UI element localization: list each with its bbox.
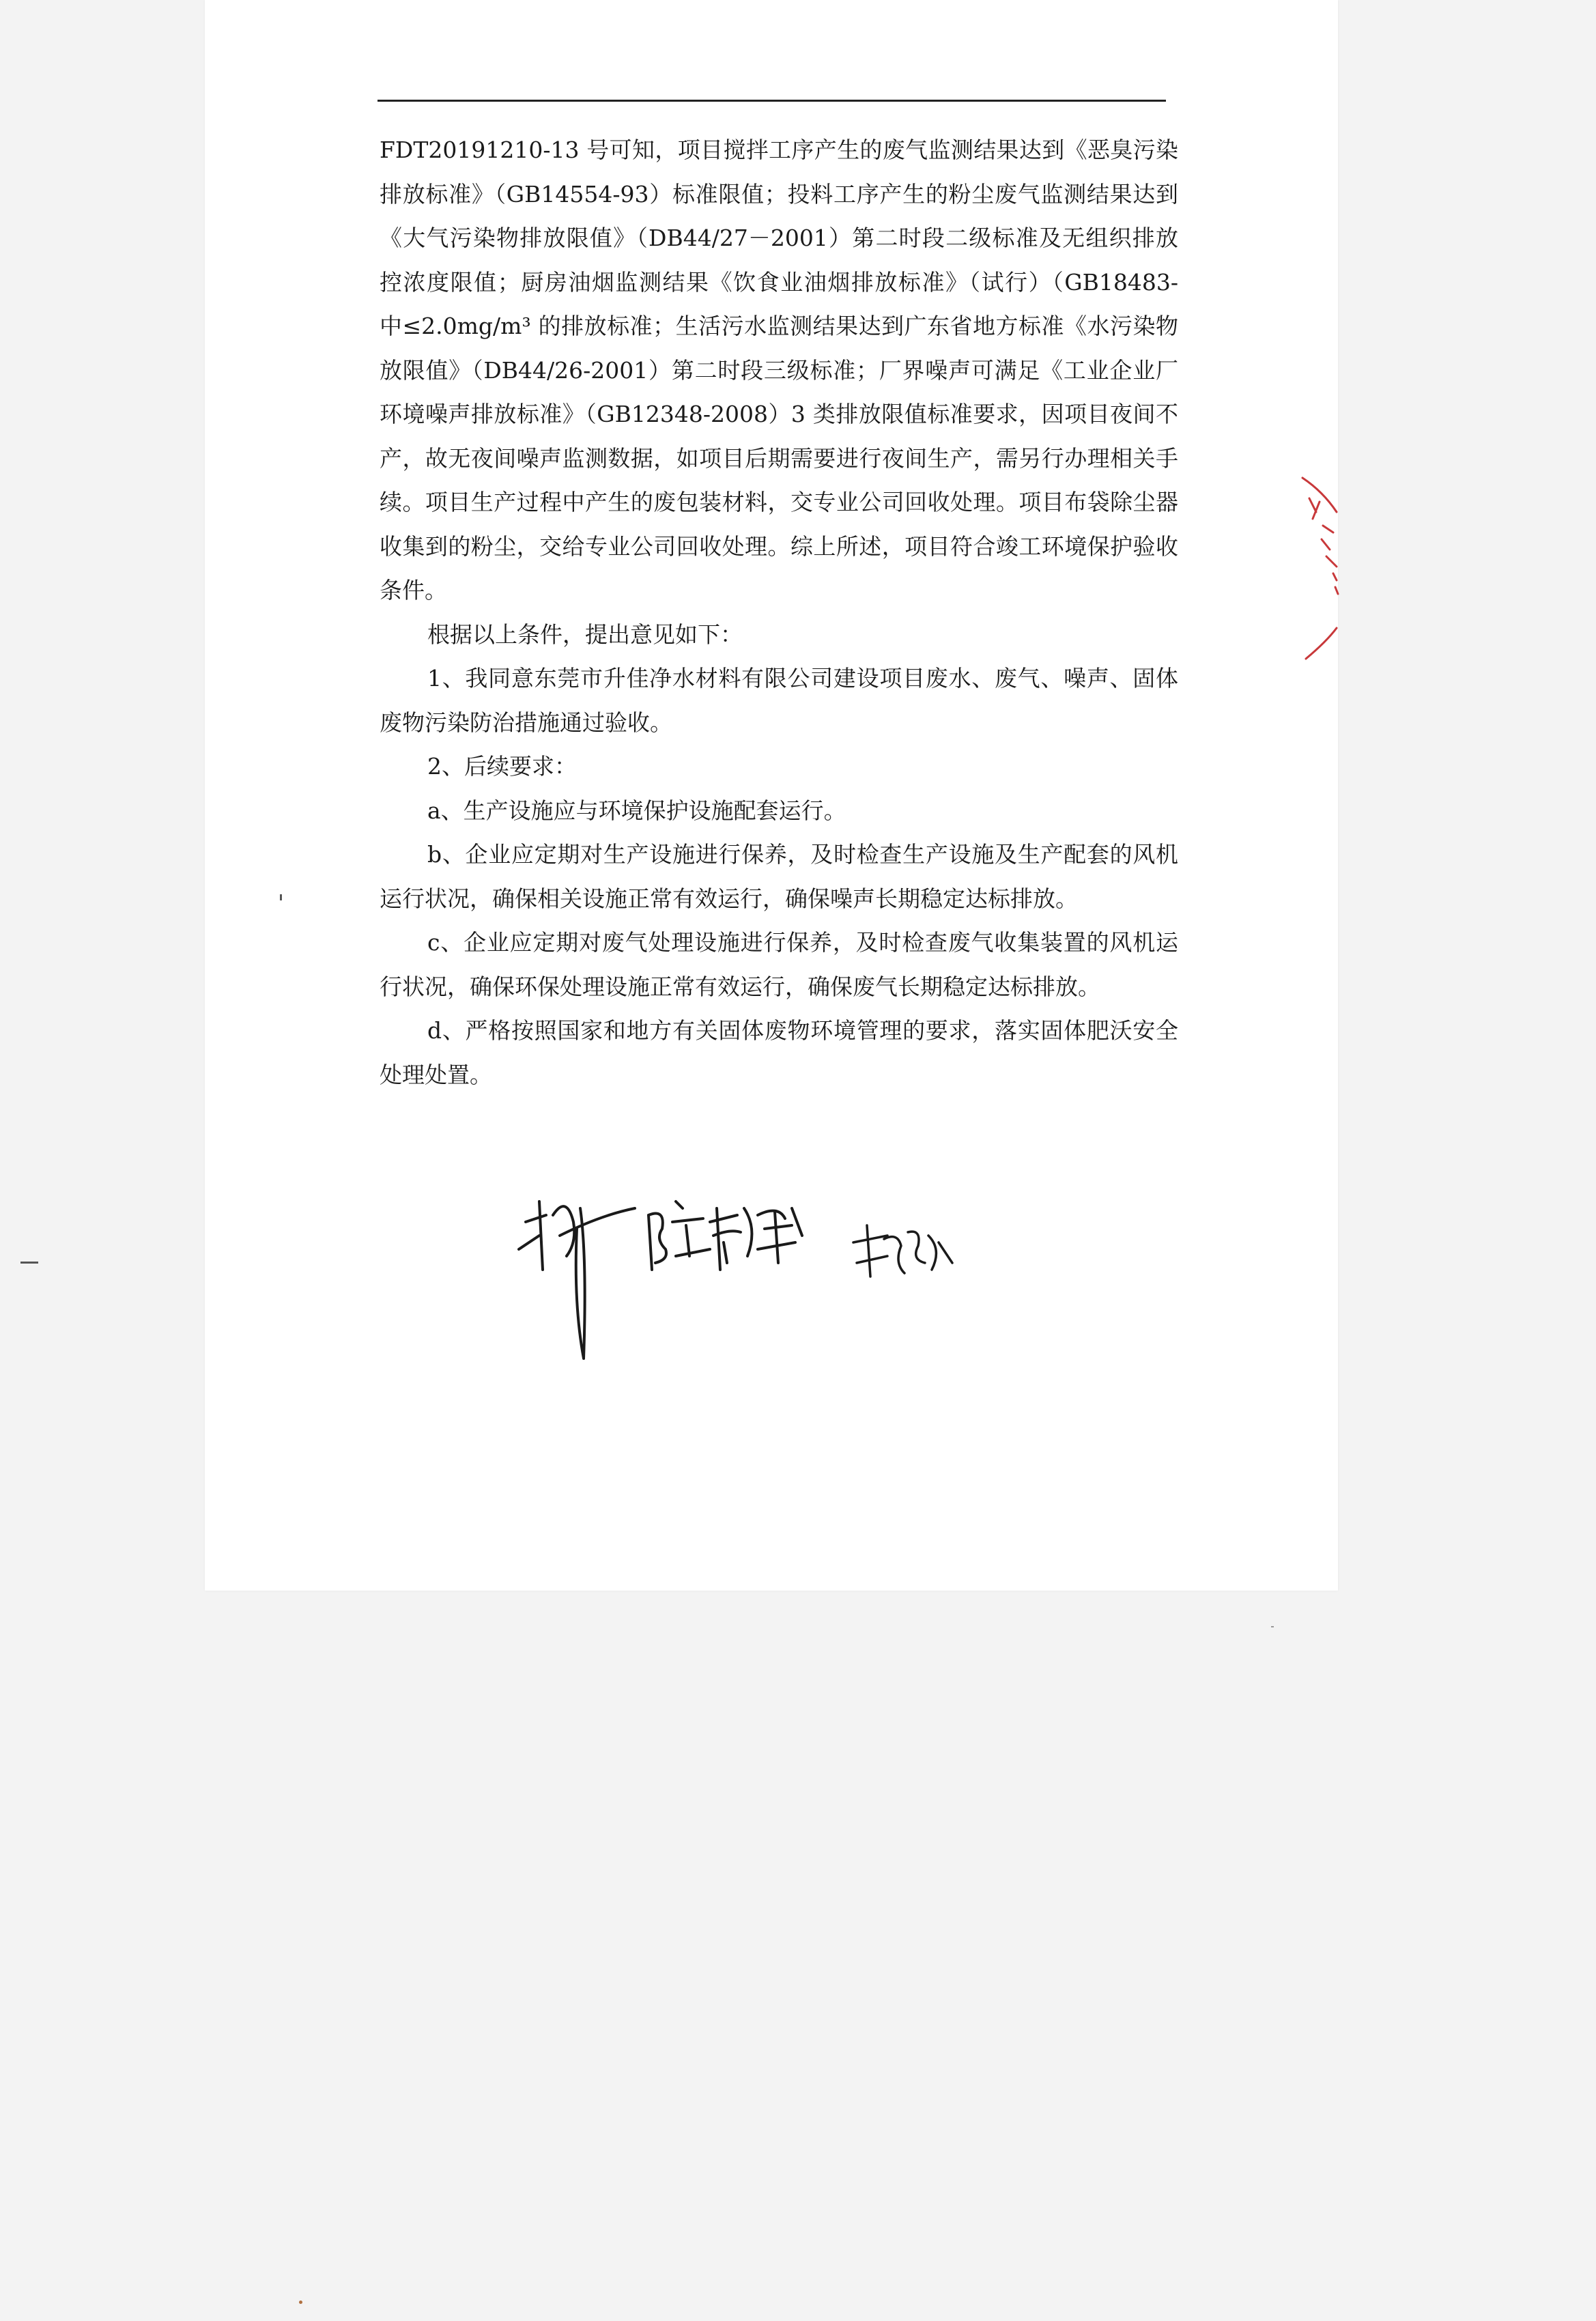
text-line-11: 条件。 xyxy=(380,577,447,603)
item-c-line-1: c、企业应定期对废气处理设施进行保养，及时检查废气收集装置的风机运 xyxy=(427,929,1178,956)
signature-3 xyxy=(853,1225,952,1277)
text-line-1: FDT20191210-13 号可知，项目搅拌工序产生的废气监测结果达到《恶臭污染 xyxy=(380,137,1178,163)
text-line-8: 产，故无夜间噪声监测数据，如项目后期需要进行夜间生产，需另行办理相关手 xyxy=(380,444,1178,472)
item-b-line-2: 运行状况，确保相关设施正常有效运行，确保噪声长期稳定达标排放。 xyxy=(380,885,1078,912)
scan-speck xyxy=(1271,1626,1274,1627)
scan-speck xyxy=(20,1262,38,1264)
text-line-5: 中≤2.0mg/m³ 的排放标准；生活污水监测结果达到广东省地方标准《水污染物 xyxy=(380,313,1178,339)
document-body xyxy=(380,128,1178,1097)
item-c-line-2: 行状况，确保环保处理设施正常有效运行，确保废气长期稳定达标排放。 xyxy=(380,973,1100,1000)
scan-speck xyxy=(299,2301,302,2304)
text-line-7: 环境噪声排放标准》（GB12348-2008）3 类排放限值标准要求，因项目夜间不 xyxy=(380,401,1178,427)
text-line-10: 收集到的粉尘，交给专业公司回收处理。综上所述，项目符合竣工环境保护验收 xyxy=(380,532,1178,560)
text-line-9: 续。项目生产过程中产生的废包装材料，交专业公司回收处理。项目布袋除尘器 xyxy=(380,489,1178,515)
item-2-heading: 2、后续要求： xyxy=(427,753,577,780)
item-b-line-1: b、企业应定期对生产设施进行保养，及时检查生产设施及生产配套的风机 xyxy=(427,841,1178,868)
item-d-line-2: 处理处置。 xyxy=(380,1061,492,1088)
header-rule xyxy=(377,100,1166,102)
scan-speck xyxy=(280,894,282,900)
red-seal-mark xyxy=(1296,471,1343,676)
item-1-line-2: 废物污染防治措施通过验收。 xyxy=(380,709,672,736)
opinion-intro: 根据以上条件，提出意见如下： xyxy=(427,621,743,648)
text-line-6: 放限值》（DB44/26-2001）第二时段三级标准；厂界噪声可满足《工业企业厂 xyxy=(380,356,1178,384)
text-line-3: 《大气污染物排放限值》（DB44/27－2001）第二时段二级标准及无组织排放 xyxy=(380,225,1178,251)
item-a: a、生产设施应与环境保护设施配套运行。 xyxy=(427,797,846,824)
text-line-4: 控浓度限值；厨房油烟监测结果《饮食业油烟排放标准》（试行）（GB18483- xyxy=(380,268,1178,296)
signature-2 xyxy=(649,1201,802,1270)
item-1-line-1: 1、我同意东莞市升佳净水材料有限公司建设项目废水、废气、噪声、固体 xyxy=(427,665,1178,692)
signature-1 xyxy=(519,1201,635,1358)
text-line-2: 排放标准》（GB14554-93）标准限值；投料工序产生的粉尘废气监测结果达到 xyxy=(380,180,1178,208)
signatures xyxy=(0,1167,1596,1372)
item-d-line-1: d、严格按照国家和地方有关固体废物环境管理的要求，落实固体肥沃安全 xyxy=(427,1017,1178,1044)
